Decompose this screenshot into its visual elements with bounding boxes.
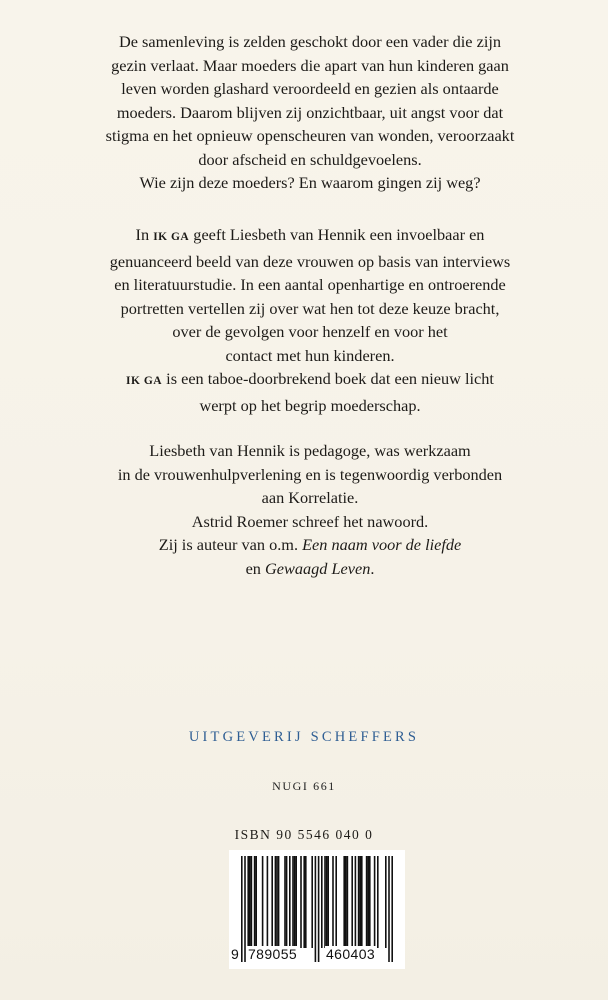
blurb-line: contact met hun kinderen. [225, 345, 395, 365]
bio-line [70, 557, 550, 581]
barcode-bar [315, 856, 317, 962]
barcode-bar [367, 856, 369, 948]
barcode-bar [295, 856, 297, 948]
book-title: IK GA [126, 375, 163, 387]
barcode-bar [324, 856, 326, 948]
barcode-bar [284, 856, 286, 948]
barcode-bar [254, 856, 256, 948]
bio-line: aan Korrelatie. [261, 488, 359, 507]
blurb-paragraph-2 [70, 223, 550, 417]
barcode-bar [377, 856, 379, 948]
blurb-line: werpt op het begrip moederschap. [199, 395, 421, 415]
barcode-bar [271, 856, 273, 948]
barcode-bar [241, 856, 243, 962]
blurb-line [70, 367, 550, 394]
blurb-text: In [135, 225, 154, 244]
blurb-paragraph-1 [70, 30, 550, 195]
barcode-bar [300, 856, 302, 948]
barcode-bar [318, 856, 320, 962]
blurb-text: geeft Liesbeth van Hennik een invoelbaar en [189, 225, 485, 244]
barcode-bar [289, 856, 291, 948]
barcode-bar [303, 856, 305, 948]
barcode-bar [305, 856, 307, 948]
book-title-italic: Een naam voor de liefde [302, 535, 462, 554]
author-bio [70, 439, 550, 580]
barcode-bar [275, 856, 277, 948]
barcode-bar [276, 856, 278, 948]
barcode-bar [345, 856, 347, 948]
barcode-bar [286, 856, 288, 948]
barcode-bar [355, 856, 357, 948]
blurb-line: door afscheid en schuldgevoelens. [198, 149, 422, 169]
barcode-bar [366, 856, 368, 948]
barcode-bar [251, 856, 253, 948]
barcode-bar [292, 856, 294, 948]
book-title: IK GA [153, 231, 190, 243]
blurb-line: genuanceerd beeld van deze vrouwen op basis van interviews [109, 251, 511, 271]
blurb-text: is een taboe-doorbrekend boek dat een nieuw licht [162, 369, 494, 388]
barcode-bar [374, 856, 376, 948]
barcode-bar [262, 856, 264, 948]
barcode-bar [359, 856, 361, 948]
barcode-bar [311, 856, 313, 948]
blurb-line: De samenleving is zelden geschokt door een vader die zijn [118, 32, 502, 51]
barcode-bar [332, 856, 334, 948]
barcode-bar [391, 856, 393, 962]
blurb-line: over de gevolgen voor henzelf en voor het [172, 322, 448, 341]
isbn-number: ISBN 90 5546 040 0 [234, 827, 374, 842]
barcode-bar [255, 856, 257, 948]
book-title-italic: Gewaagd Leven [265, 558, 371, 578]
barcode-bar [321, 856, 323, 948]
barcode-digit-lead: 9 [231, 946, 240, 962]
barcode-bar [249, 856, 251, 948]
bio-text: en [245, 558, 265, 578]
barcode-bar [388, 856, 390, 962]
publisher-name: UITGEVERIJ SCHEFFERS [188, 729, 420, 745]
bio-text: . [370, 558, 375, 578]
blurb-line: gezin verlaat. Maar moeders die apart van hun kinderen gaan [111, 55, 509, 75]
blurb-line: portretten vertellen zij over wat hen tot deze keuze bracht, [120, 298, 500, 318]
barcode-bar [361, 856, 363, 948]
barcode-bar [294, 856, 296, 948]
nugi-code: NUGI 661 [272, 779, 336, 793]
barcode-digit-group-left: 789055 [248, 946, 298, 962]
barcode-bar [326, 856, 328, 948]
bio-line: Liesbeth van Hennik is pedagoge, was werkzaam [149, 441, 471, 460]
barcode-bar [385, 856, 387, 948]
bio-line [70, 533, 550, 557]
barcode-bar [343, 856, 345, 948]
blurb-line [70, 223, 550, 250]
barcode-digit-group-right: 460403 [326, 946, 376, 962]
blurb-line: Wie zijn deze moeders? En waarom gingen zij weg? [139, 173, 481, 192]
barcode-bar [335, 856, 337, 948]
barcode-bar [347, 856, 349, 948]
barcode-bar [247, 856, 249, 948]
barcode-bar [351, 856, 353, 948]
blurb-line: en literatuurstudie. In een aantal openhartige en ontroerende [114, 275, 506, 294]
barcode-bar [327, 856, 329, 948]
blurb-line: leven worden glashard veroordeeld en gezien als ontaarde [121, 79, 499, 98]
blurb-line: moeders. Daarom blijven zij onzichtbaar, uit angst voor dat [116, 102, 504, 122]
bio-line: Astrid Roemer schreef het nawoord. [191, 511, 429, 531]
barcode-bar [267, 856, 269, 948]
bio-line: in de vrouwenhulpverlening en is tegenwoordig verbonden [117, 464, 503, 484]
barcode-bar [244, 856, 246, 962]
blurb-line: stigma en het opnieuw openscheuren van wonden, veroorzaakt [105, 126, 515, 145]
barcode-bar [278, 856, 280, 948]
barcode-bar [358, 856, 360, 948]
bio-text: Zij is auteur van o.m. [158, 535, 303, 554]
barcode-bar [369, 856, 371, 948]
